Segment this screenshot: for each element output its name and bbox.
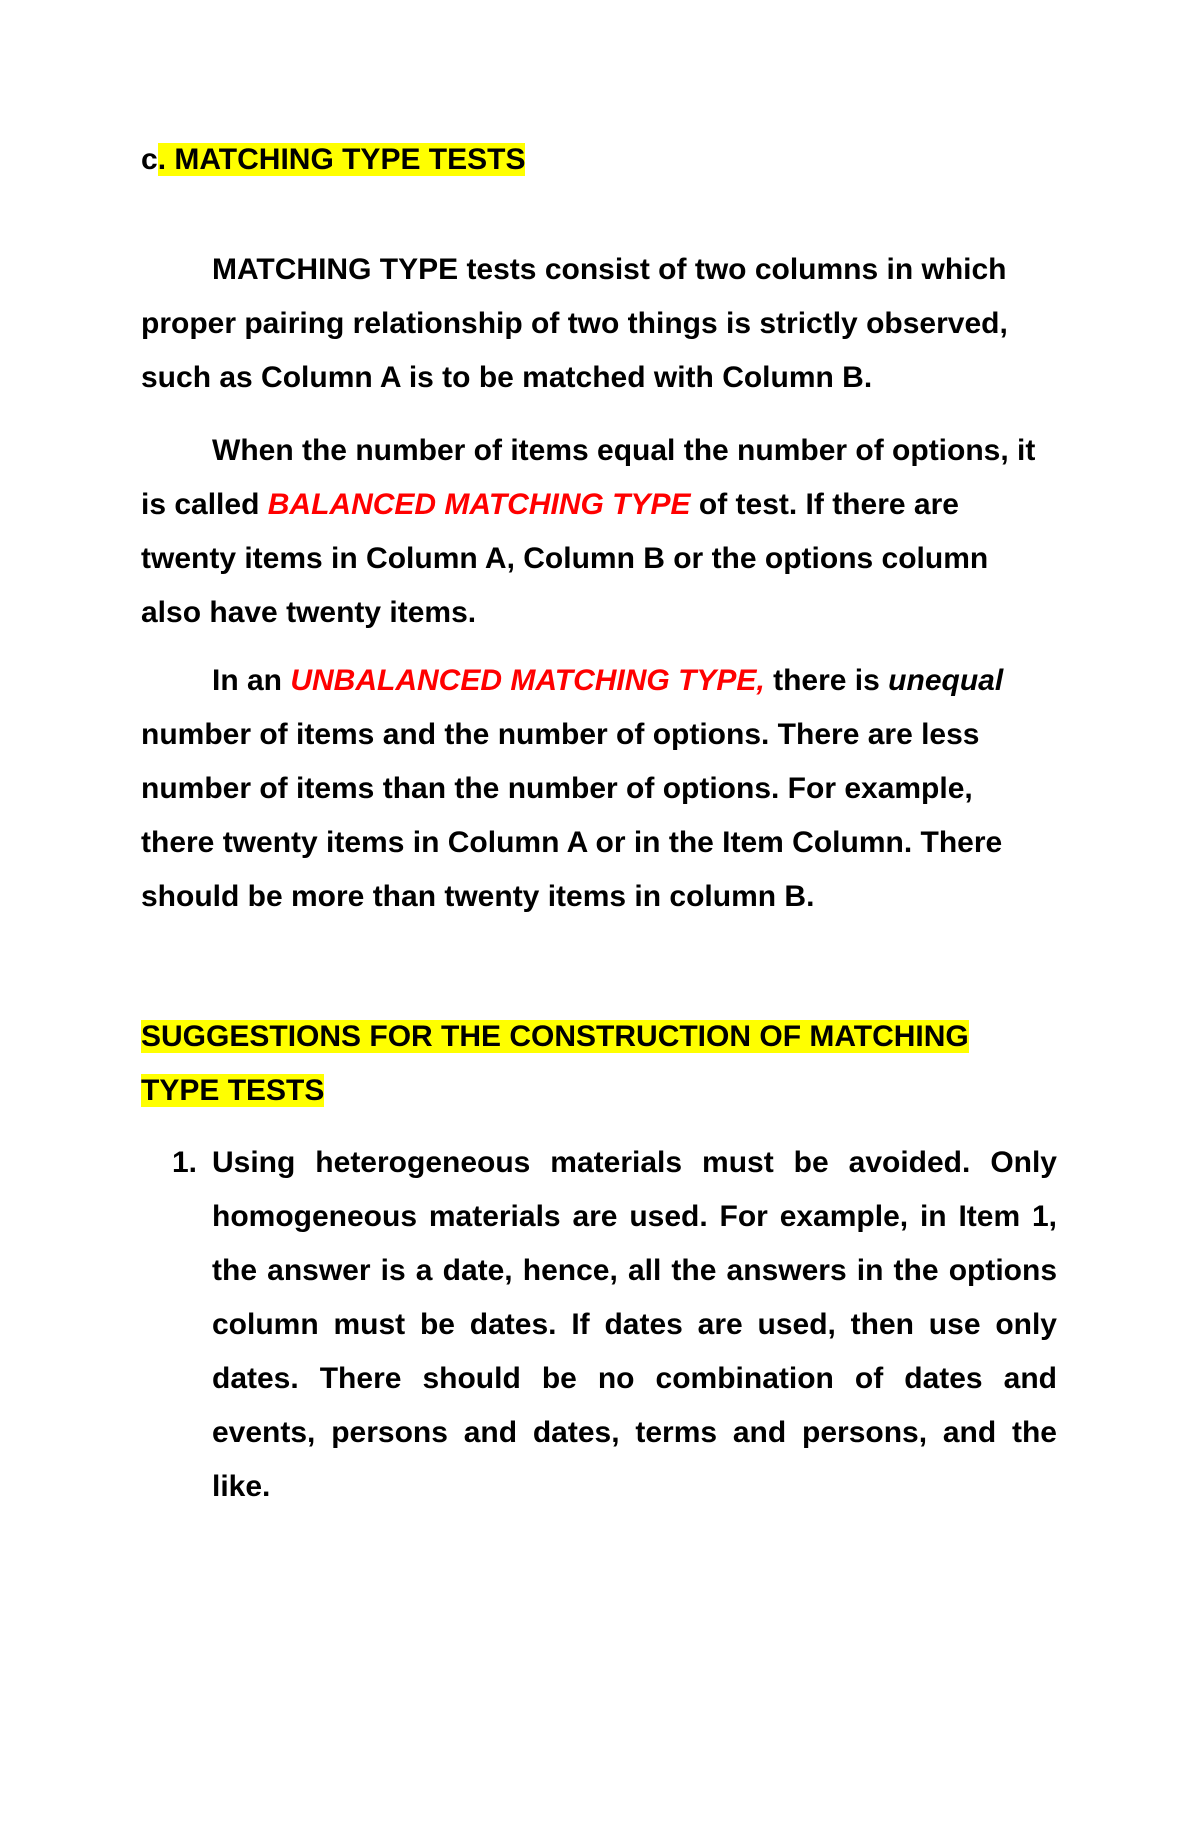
unequal-term: unequal (888, 664, 1004, 697)
section-title (141, 140, 525, 180)
paragraph-unbalanced-before: In an (212, 664, 291, 697)
list-item-number: 1. (172, 1146, 198, 1179)
paragraph-unbalanced-middle: there is (764, 664, 889, 697)
paragraph-balanced-before: When the number of items equal the number of options, it is called (141, 434, 1036, 521)
suggestions-heading-text: SUGGESTIONS FOR THE CONSTRUCTION OF MATCHING TYPE TESTS (141, 1020, 969, 1107)
section-title-prefix: c (141, 143, 158, 176)
paragraph-definition (141, 243, 1051, 405)
suggestions-list (141, 1136, 1061, 1514)
section-title-highlighted: . MATCHING TYPE TESTS (157, 143, 526, 176)
paragraph-unbalanced (141, 654, 1051, 924)
list-item-text: Using heterogeneous materials must be avoided. Only homogeneous materials are used. For example, in Item 1, the answer is a date, hence, all the answers in the options column must be dates. If dates are used, then use only dates. There should be no combination of dates and events, persons and dates, terms and persons, and the like. (212, 1146, 1057, 1503)
balanced-term: BALANCED MATCHING TYPE (267, 488, 691, 521)
paragraph-balanced-after: of test. If there are twenty items in Column A, Column B or the options column also have twenty items. (141, 488, 989, 629)
paragraph-unbalanced-after: number of items and the number of options. There are less number of items than the number of options. For example, there twenty items in Column A or in the Item Column. There should be more than twenty items in column B. (141, 718, 1003, 913)
list-item (141, 1136, 1061, 1514)
list-item-number-cell (141, 1136, 212, 1514)
unbalanced-term: UNBALANCED MATCHING TYPE, (290, 664, 765, 697)
suggestions-heading (141, 1010, 1051, 1118)
paragraph-definition-text: MATCHING TYPE tests consist of two columns in which proper pairing relationship of two things is strictly observed, such as Column A is to be matched with Column B. (141, 253, 1008, 394)
paragraph-balanced (141, 424, 1051, 640)
